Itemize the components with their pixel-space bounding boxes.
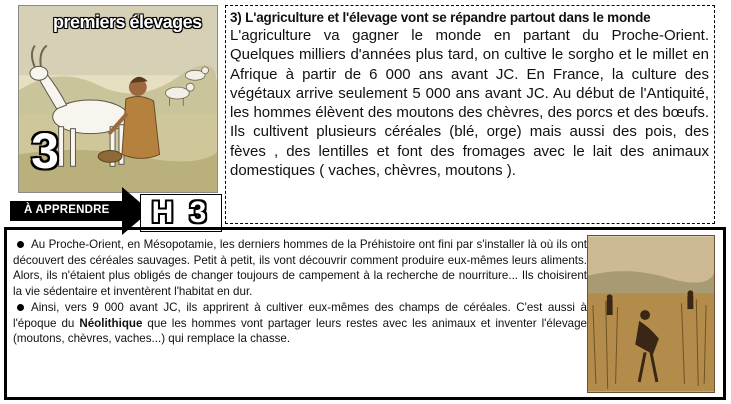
neolithique-term: Néolithique: [79, 316, 143, 330]
lesson-box: [4, 227, 726, 400]
lesson-text: [13, 237, 587, 347]
lesson-point-1: [13, 237, 587, 300]
lesson-point-2: [13, 300, 587, 347]
harvest-field-painting: [587, 235, 715, 393]
harvest-field-icon: [588, 236, 714, 392]
section-paragraph: L'agriculture va gagner le monde en partant du Proche-Orient. Quelques milliers d'années plus tard, on cultive le sorgho et le millet en Afrique à partir de 6 000 ans avant JC. En France, la culture des végétaux arrive seulement 5 000 ans avant JC. Au début de l'Antiquité, les hommes élèvent des moutons des chèvres, des porcs et des bœufs. Ils cultivent plusieurs céréales (blé, orge) mais aussi des pois, des fèves , des lentilles et font des fromages avec le lait des animaux domestiques ( vaches, chèvres, moutons ).: [230, 27, 709, 180]
bullet-dot-icon: [17, 304, 24, 311]
lesson-point-2-text-after: que les hommes vont partager leurs restes avec les animaux et inventer l'élevage (moutons, chèvres, vaches...) qui remplace la chasse.: [13, 316, 587, 346]
lesson-point-2-text-before: Ainsi, vers 9 000 avant JC, ils apprirent à cultiver eux-mêmes des champs de céréales. C'est aussi à l'époque du: [13, 300, 587, 330]
lesson-code: H 3: [151, 196, 211, 229]
illustration-premiers-elevages: [18, 5, 218, 193]
bullet-dot-icon: [17, 241, 24, 248]
illustration-number: 3: [31, 123, 59, 179]
section-heading: 3) L'agriculture et l'élevage vont se répandre partout dans le monde: [230, 10, 651, 25]
lesson-point-1-text: Au Proche-Orient, en Mésopotamie, les derniers hommes de la Préhistoire ont fini par s'installer là où ils ont découvert des céréales sauvages. Petit à petit, ils vont découvrir comment produire eux-mêmes leurs aliments. Alors, ils n'étaient plus obligés de changer toujours de campement à la recherche de nourriture... Ils choisirent la vie sédentaire et inventèrent l'habitat en dur.: [13, 238, 587, 299]
section-text-box: [225, 5, 715, 224]
illustration-title: premiers élevages: [53, 12, 202, 32]
a-apprendre-label: À APPRENDRE: [24, 204, 110, 216]
